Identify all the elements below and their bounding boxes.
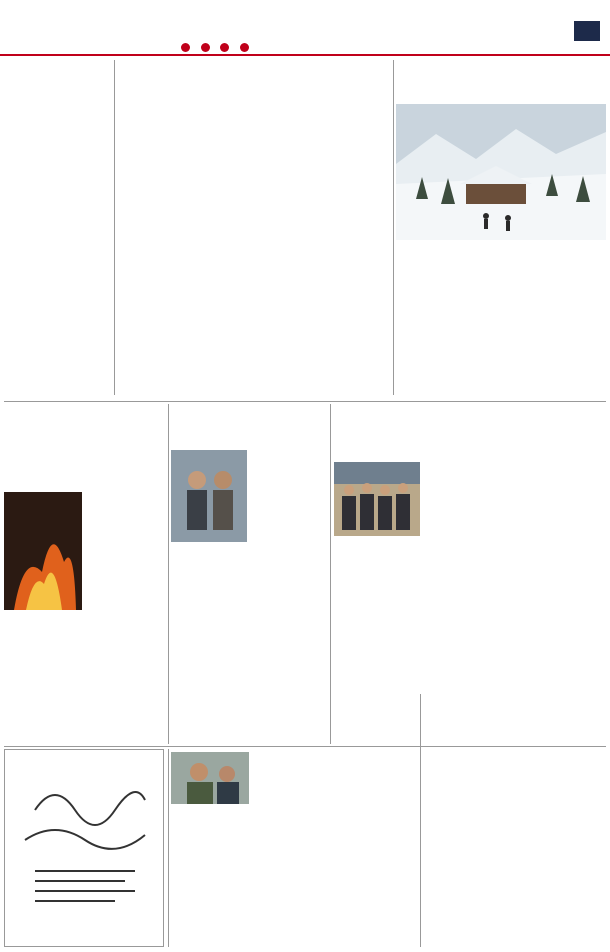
fire-photo [4,492,82,610]
article-body [4,407,166,487]
divider [330,404,331,744]
article-body [253,752,331,944]
article-unlawful-activities [118,60,390,400]
article-drug-peddlers [171,404,327,744]
social-handles [175,43,251,53]
instagram-icon [240,43,249,52]
advertisement-box [4,749,164,947]
logo [6,4,92,42]
twitter-icon [220,43,229,52]
article-body [118,168,204,393]
arrested-persons-photo [171,450,247,542]
article-body [4,63,112,201]
article-body [171,806,249,944]
ig-bsf-photo [171,752,249,804]
divider [393,60,394,395]
divider [168,749,169,947]
divider [168,404,169,744]
article-body [396,244,606,394]
urdu-ad-graphic [5,750,163,946]
article-body-continued [4,668,166,744]
snow-landscape-photo [396,104,606,240]
article-body [86,492,166,616]
article-body [4,205,112,297]
article-bandipora [4,60,112,400]
article-body [302,180,390,395]
facebook-icon [201,43,210,52]
headline [118,60,390,165]
divider [114,60,115,395]
felicitation-photo [334,462,420,536]
page-number [574,21,600,41]
article-snowfall [396,60,606,400]
divider [4,401,606,402]
web-icon [181,43,190,52]
article-rnu-akashvani [334,404,606,744]
masthead [0,0,610,56]
article-body [210,190,296,395]
article-nursery-age [338,694,606,947]
article-doda-accident [4,404,166,666]
